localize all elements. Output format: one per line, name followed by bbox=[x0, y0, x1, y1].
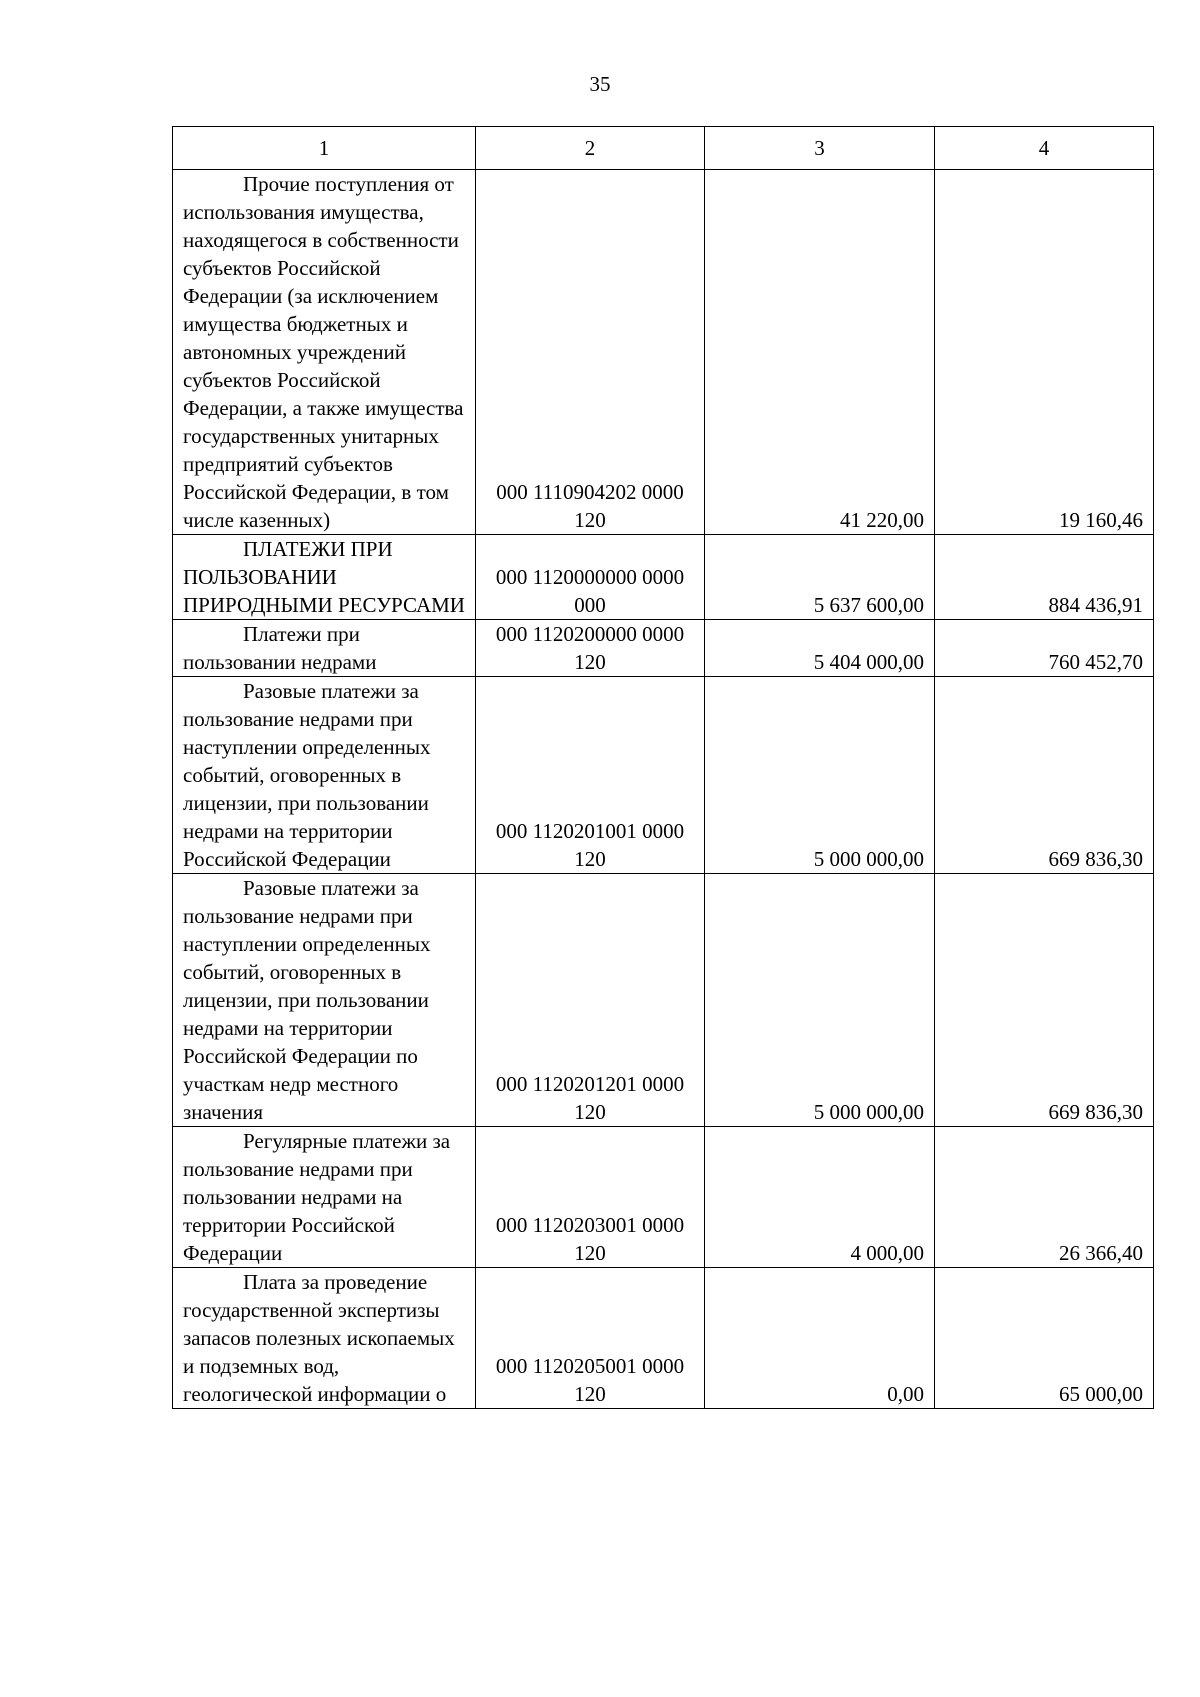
row-code-cell: 000 1120000000 0000 000 bbox=[476, 535, 705, 620]
row-fact-cell: 26 366,40 bbox=[935, 1127, 1154, 1268]
table-row bbox=[173, 535, 1154, 620]
table-row bbox=[173, 1127, 1154, 1268]
row-name: Разовые платежи за пользование недрами при наступлении определенных событий, оговоренных в лицензии, при пользовании недрами на территории Российской Федерации bbox=[183, 679, 431, 871]
row-fact-cell: 19 160,46 bbox=[935, 170, 1154, 535]
table-row bbox=[173, 170, 1154, 535]
row-fact-cell: 669 836,30 bbox=[935, 677, 1154, 874]
row-plan-cell: 5 000 000,00 bbox=[705, 874, 935, 1127]
table-row bbox=[173, 1268, 1154, 1409]
row-fact-cell: 669 836,30 bbox=[935, 874, 1154, 1127]
row-name: Регулярные платежи за пользование недрами при пользовании недрами на территории Российской Федерации bbox=[183, 1129, 451, 1265]
row-fact-cell: 884 436,91 bbox=[935, 535, 1154, 620]
table-header-row bbox=[173, 127, 1154, 170]
row-name: Плата за проведение государственной экспертизы запасов полезных ископаемых и подземных вод, геологической информации о bbox=[183, 1270, 455, 1406]
row-code-cell: 000 1110904202 0000 120 bbox=[476, 170, 705, 535]
row-name-cell bbox=[173, 535, 476, 620]
column-header-1: 1 bbox=[173, 127, 476, 170]
row-name-cell bbox=[173, 1127, 476, 1268]
row-name: Разовые платежи за пользование недрами при наступлении определенных событий, оговоренных в лицензии, при пользовании недрами на территории Российской Федерации по участкам недр местного значения bbox=[183, 876, 431, 1124]
row-code-cell: 000 1120201001 0000 120 bbox=[476, 677, 705, 874]
table-row bbox=[173, 874, 1154, 1127]
column-header-2: 2 bbox=[476, 127, 705, 170]
column-header-4: 4 bbox=[935, 127, 1154, 170]
revenue-table bbox=[172, 126, 1154, 1409]
row-code-cell: 000 1120203001 0000 120 bbox=[476, 1127, 705, 1268]
table-row bbox=[173, 677, 1154, 874]
row-name-cell bbox=[173, 170, 476, 535]
row-name-cell bbox=[173, 874, 476, 1127]
row-name: Прочие поступления от использования имущества, находящегося в собственности субъектов Российской Федерации (за исключением имущества бюджетных и автономных учреждений субъектов Российской Федерации, а также имущества государственных унитарных предприятий субъектов Российской Федерации, в том числе казенных) bbox=[183, 172, 464, 532]
row-name: Платежи при пользовании недрами bbox=[183, 622, 377, 674]
row-plan-cell: 0,00 bbox=[705, 1268, 935, 1409]
column-header-3: 3 bbox=[705, 127, 935, 170]
row-name-cell bbox=[173, 1268, 476, 1409]
row-plan-cell: 5 000 000,00 bbox=[705, 677, 935, 874]
table-row bbox=[173, 620, 1154, 677]
row-code-cell: 000 1120201201 0000 120 bbox=[476, 874, 705, 1127]
row-name-cell bbox=[173, 620, 476, 677]
row-name: ПЛАТЕЖИ ПРИ ПОЛЬЗОВАНИИ ПРИРОДНЫМИ РЕСУРСАМИ bbox=[183, 537, 465, 617]
page-number: 35 bbox=[589, 72, 611, 96]
row-plan-cell: 41 220,00 bbox=[705, 170, 935, 535]
row-name-cell bbox=[173, 677, 476, 874]
row-plan-cell: 5 404 000,00 bbox=[705, 620, 935, 677]
row-fact-cell: 760 452,70 bbox=[935, 620, 1154, 677]
row-code-cell: 000 1120205001 0000 120 bbox=[476, 1268, 705, 1409]
row-plan-cell: 5 637 600,00 bbox=[705, 535, 935, 620]
row-code-cell: 000 1120200000 0000 120 bbox=[476, 620, 705, 677]
row-plan-cell: 4 000,00 bbox=[705, 1127, 935, 1268]
row-fact-cell: 65 000,00 bbox=[935, 1268, 1154, 1409]
